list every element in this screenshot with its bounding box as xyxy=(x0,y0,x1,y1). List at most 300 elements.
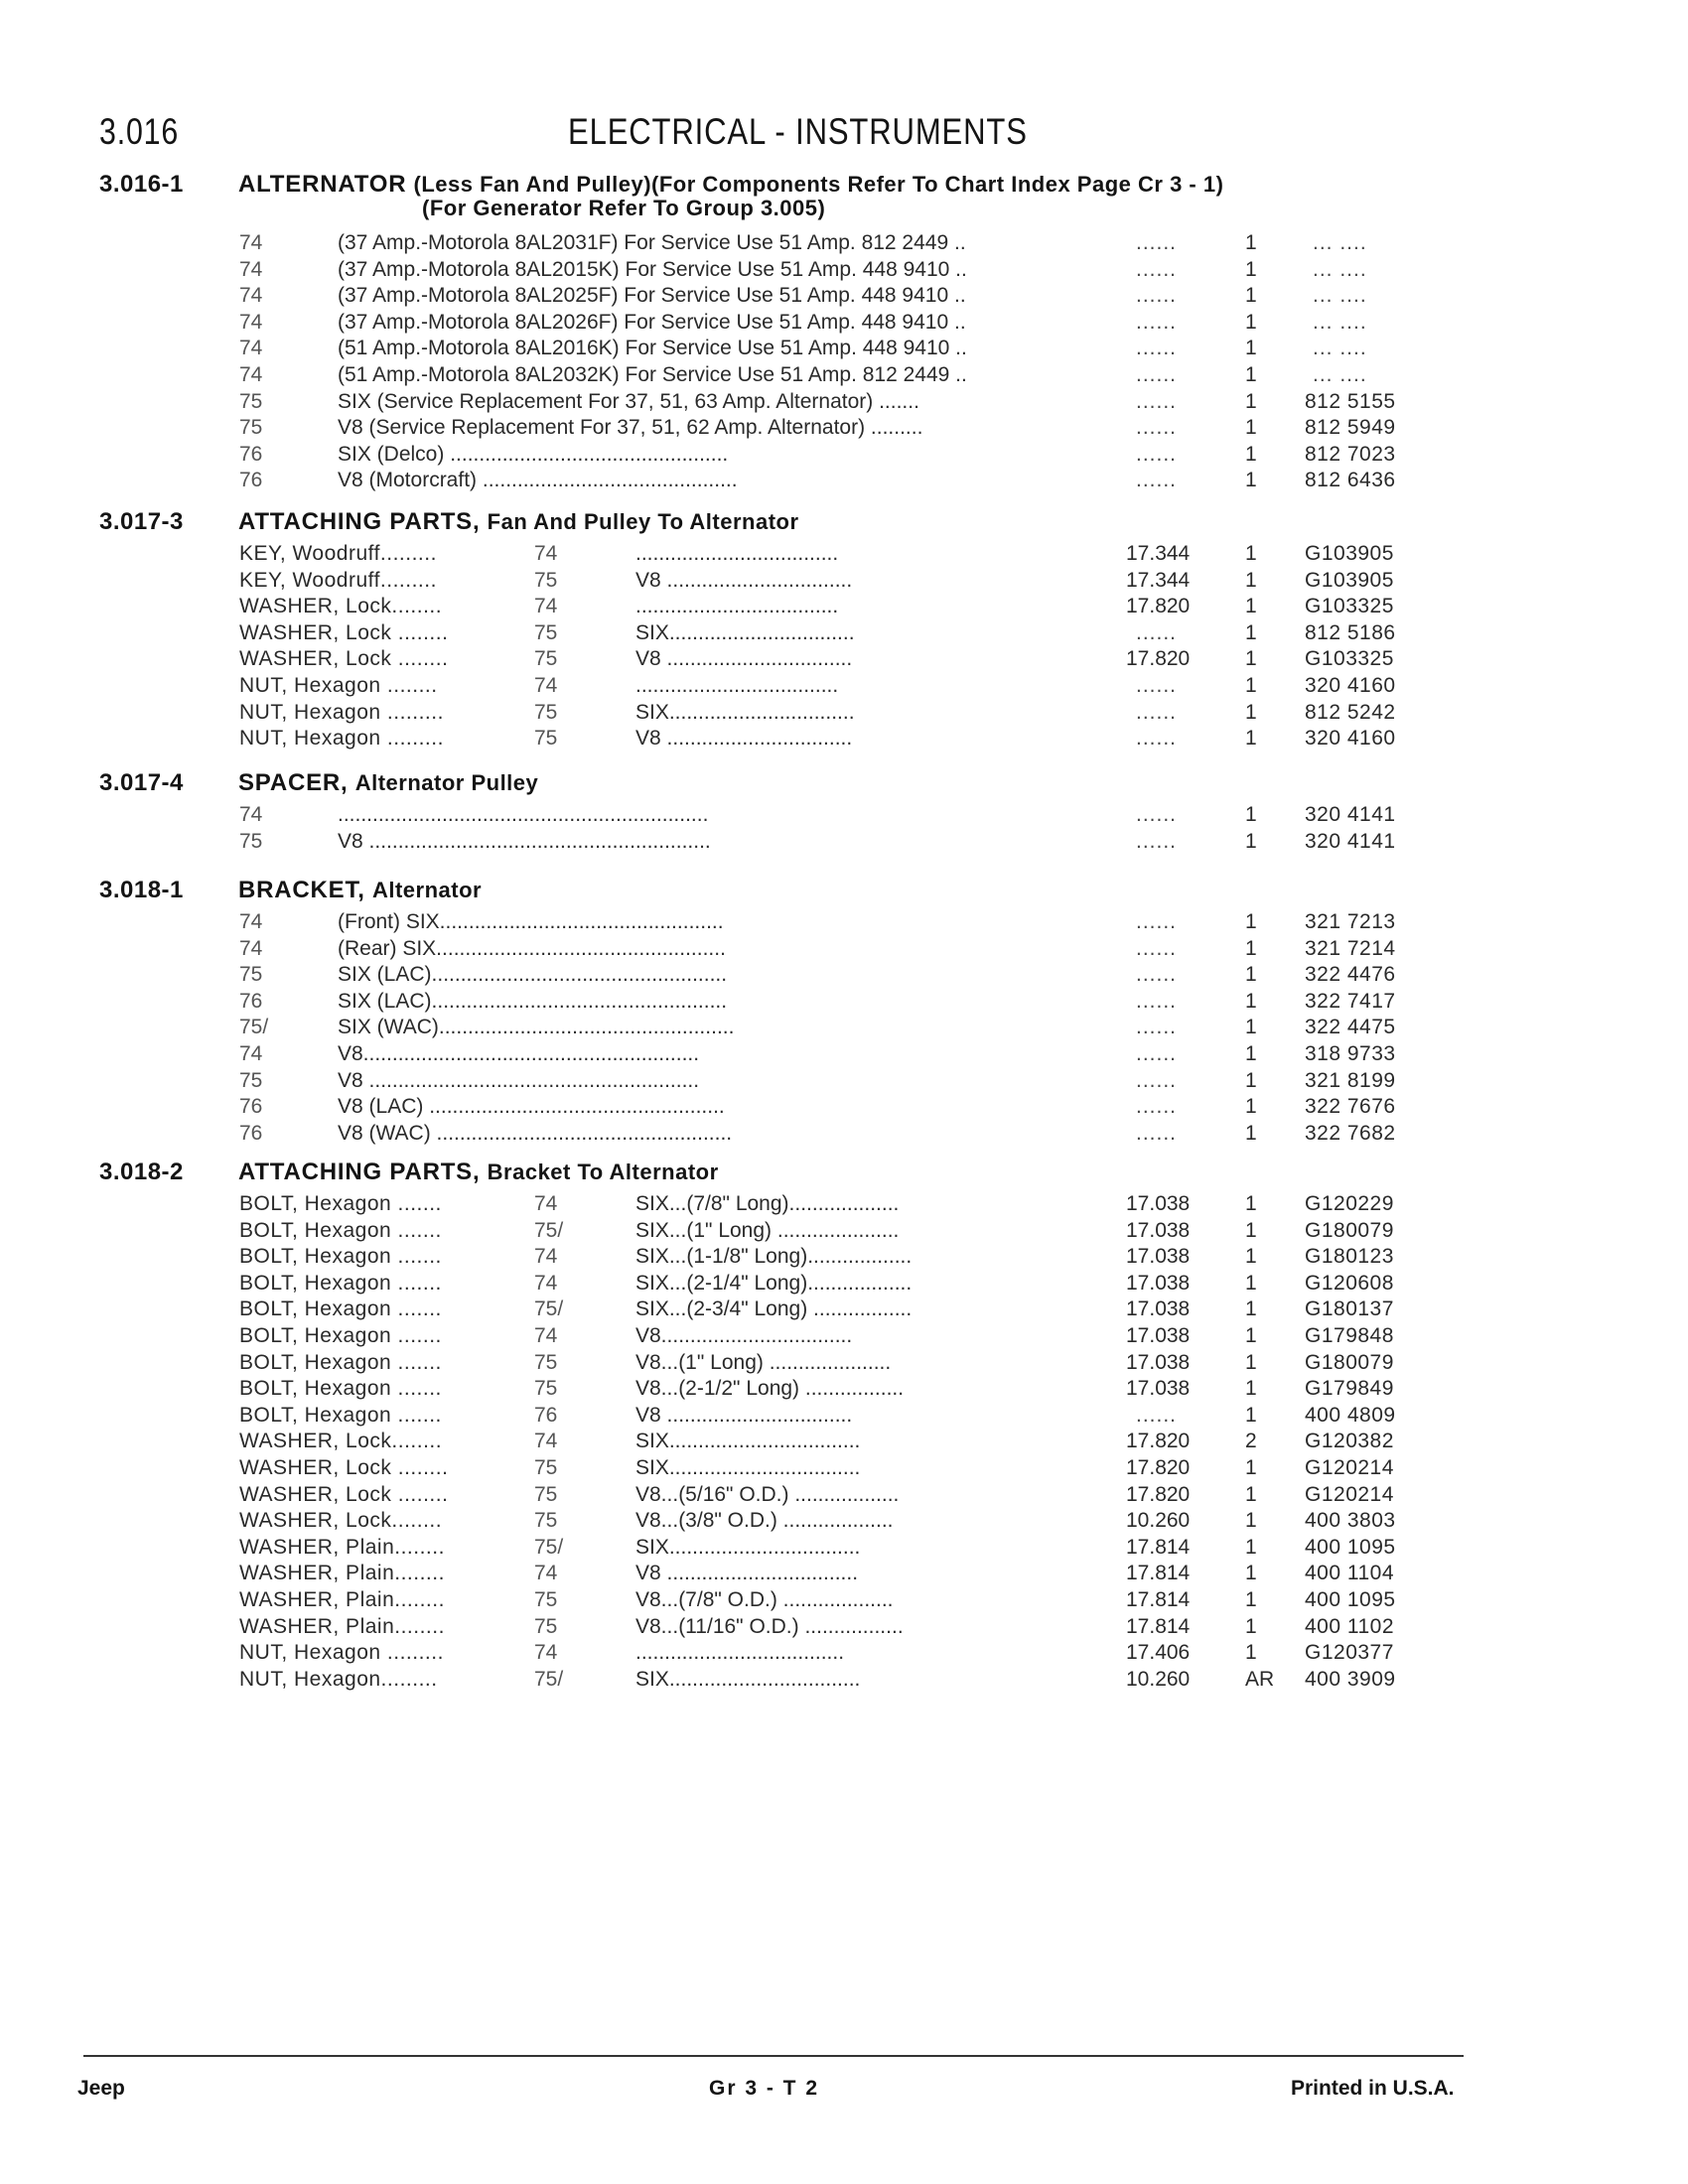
model-year: 75 xyxy=(239,830,263,853)
part-row xyxy=(0,937,1688,964)
part-name: BOLT, Hexagon ....... xyxy=(239,1324,442,1347)
part-description: SIX...(1" Long) ..................... xyxy=(635,1219,900,1242)
part-name: KEY, Woodruff......... xyxy=(239,542,437,565)
part-name: WASHER, Plain........ xyxy=(239,1615,445,1638)
reference-number: ...... xyxy=(1136,1069,1178,1092)
footer-printed: Printed in U.S.A. xyxy=(1291,2077,1455,2100)
section-title-bold: ATTACHING PARTS, xyxy=(238,508,481,535)
part-description: SIX...(1-1/8" Long).................. xyxy=(635,1245,913,1268)
part-description: V8...(2-1/2" Long) ................. xyxy=(635,1377,905,1400)
model-year: 75 xyxy=(534,569,558,592)
section-number: 3.016-1 xyxy=(99,171,184,198)
reference-number: ...... xyxy=(1136,337,1178,359)
model-year: 76 xyxy=(239,1095,263,1118)
section-title xyxy=(238,1159,719,1186)
model-year: 74 xyxy=(239,284,263,307)
part-row xyxy=(0,1430,1688,1456)
part-name: NUT, Hexagon ......... xyxy=(239,1641,444,1664)
part-name: BOLT, Hexagon ....... xyxy=(239,1219,442,1242)
model-year: 76 xyxy=(239,443,263,466)
part-row xyxy=(0,231,1688,258)
model-year: 75 xyxy=(239,390,263,413)
part-number: 322 7676 xyxy=(1305,1095,1396,1118)
part-description: ................................... xyxy=(635,674,839,697)
section-number: 3.018-2 xyxy=(99,1159,184,1185)
model-year: 75/ xyxy=(534,1219,564,1242)
part-row xyxy=(0,1668,1688,1695)
part-number: G120229 xyxy=(1305,1192,1394,1215)
part-number: 320 4160 xyxy=(1305,674,1396,697)
part-number: 812 5155 xyxy=(1305,390,1396,413)
quantity: 1 xyxy=(1245,727,1257,750)
part-row xyxy=(0,363,1688,390)
part-name: WASHER, Lock ........ xyxy=(239,1483,449,1506)
part-description: (51 Amp.-Motorola 8AL2032K) For Service Use 51 Amp. 812 2449 .. xyxy=(338,363,967,386)
part-description: V8 ........................................................... xyxy=(338,830,711,853)
part-row xyxy=(0,621,1688,648)
section-title-rest: (Less Fan And Pulley)(For Components Refer To Chart Index Page Cr 3 - 1) xyxy=(413,172,1224,197)
part-row xyxy=(0,443,1688,470)
part-row xyxy=(0,910,1688,937)
reference-number: 17.038 xyxy=(1126,1324,1191,1347)
reference-number: 17.814 xyxy=(1126,1536,1191,1559)
part-name: BOLT, Hexagon ....... xyxy=(239,1192,442,1215)
model-year: 75 xyxy=(534,647,558,670)
model-year: 74 xyxy=(534,1641,558,1664)
quantity: 1 xyxy=(1245,1509,1257,1532)
part-number: 400 3909 xyxy=(1305,1668,1396,1691)
part-row xyxy=(0,1404,1688,1431)
part-description: SIX (Service Replacement For 37, 51, 63 Amp. Alternator) ....... xyxy=(338,390,919,413)
part-number: G180137 xyxy=(1305,1297,1394,1320)
model-year: 75 xyxy=(534,621,558,644)
part-row xyxy=(0,569,1688,596)
part-name: BOLT, Hexagon ....... xyxy=(239,1272,442,1295)
model-year: 75/ xyxy=(534,1668,564,1691)
part-row xyxy=(0,1122,1688,1149)
model-year: 74 xyxy=(534,1562,558,1584)
part-row xyxy=(0,803,1688,830)
part-description: ................................... xyxy=(635,595,839,617)
reference-number: ...... xyxy=(1136,469,1178,491)
quantity: 1 xyxy=(1245,1219,1257,1242)
part-description: V8...(11/16" O.D.) ................. xyxy=(635,1615,904,1638)
part-row xyxy=(0,1351,1688,1378)
model-year: 76 xyxy=(239,1122,263,1145)
part-number: ... .... xyxy=(1313,284,1367,307)
model-year: 74 xyxy=(534,1430,558,1452)
part-row xyxy=(0,595,1688,621)
part-description: V8................................. xyxy=(635,1324,853,1347)
reference-number: 17.814 xyxy=(1126,1562,1191,1584)
quantity: 1 xyxy=(1245,1192,1257,1215)
quantity: 1 xyxy=(1245,1377,1257,1400)
model-year: 74 xyxy=(239,363,263,386)
reference-number: ...... xyxy=(1136,416,1178,439)
part-row xyxy=(0,390,1688,417)
part-description: SIX................................. xyxy=(635,1668,861,1691)
model-year: 74 xyxy=(534,1192,558,1215)
part-row xyxy=(0,1536,1688,1563)
section-number: 3.017-4 xyxy=(99,769,184,796)
quantity: 1 xyxy=(1245,1536,1257,1559)
part-description: SIX................................. xyxy=(635,1456,861,1479)
reference-number: 17.820 xyxy=(1126,1430,1191,1452)
part-number: 321 8199 xyxy=(1305,1069,1396,1092)
reference-number: 17.038 xyxy=(1126,1219,1191,1242)
model-year: 75 xyxy=(534,1588,558,1611)
page-number: 3.016 xyxy=(99,111,180,152)
quantity: 1 xyxy=(1245,443,1257,466)
model-year: 76 xyxy=(534,1404,558,1427)
reference-number: ...... xyxy=(1136,803,1178,826)
reference-number: 17.814 xyxy=(1126,1615,1191,1638)
part-row xyxy=(0,1069,1688,1096)
reference-number: ...... xyxy=(1136,1404,1178,1427)
model-year: 74 xyxy=(239,803,263,826)
reference-number: ...... xyxy=(1136,1095,1178,1118)
part-description: V8 (Service Replacement For 37, 51, 62 Amp. Alternator) ......... xyxy=(338,416,923,439)
model-year: 74 xyxy=(239,258,263,281)
part-row xyxy=(0,1456,1688,1483)
section-title-bold: SPACER, xyxy=(238,769,349,796)
model-year: 75/ xyxy=(239,1016,269,1038)
part-number: 322 7682 xyxy=(1305,1122,1396,1145)
part-description: (51 Amp.-Motorola 8AL2016K) For Service Use 51 Amp. 448 9410 .. xyxy=(338,337,967,359)
part-description: SIX (Delco) ................................................ xyxy=(338,443,729,466)
quantity: 1 xyxy=(1245,1404,1257,1427)
part-number: 322 4476 xyxy=(1305,963,1396,986)
reference-number: ...... xyxy=(1136,284,1178,307)
part-description: SIX................................. xyxy=(635,1430,861,1452)
reference-number: ...... xyxy=(1136,727,1178,750)
part-row xyxy=(0,1095,1688,1122)
quantity: 1 xyxy=(1245,621,1257,644)
part-number: G103905 xyxy=(1305,542,1394,565)
model-year: 75 xyxy=(239,1069,263,1092)
model-year: 74 xyxy=(239,910,263,933)
part-number: G179849 xyxy=(1305,1377,1394,1400)
footer-brand: Jeep xyxy=(77,2077,125,2100)
reference-number: ...... xyxy=(1136,231,1178,254)
part-name: NUT, Hexagon ......... xyxy=(239,701,444,724)
part-description: V8 ................................ xyxy=(635,727,853,750)
part-name: WASHER, Lock ........ xyxy=(239,1456,449,1479)
part-number: 812 6436 xyxy=(1305,469,1396,491)
reference-number: 17.820 xyxy=(1126,595,1191,617)
part-row xyxy=(0,1324,1688,1351)
part-description: V8 ................................ xyxy=(635,1404,853,1427)
part-number: 400 1095 xyxy=(1305,1588,1396,1611)
part-number: ... .... xyxy=(1313,258,1367,281)
reference-number: 17.814 xyxy=(1126,1588,1191,1611)
part-number: ... .... xyxy=(1313,311,1367,334)
section-title-rest: Bracket To Alternator xyxy=(487,1160,719,1184)
quantity: 1 xyxy=(1245,1562,1257,1584)
part-row xyxy=(0,727,1688,753)
part-number: 812 7023 xyxy=(1305,443,1396,466)
reference-number: 17.038 xyxy=(1126,1377,1191,1400)
part-description: (Rear) SIX.................................................. xyxy=(338,937,726,960)
part-row xyxy=(0,469,1688,495)
part-number: 400 4809 xyxy=(1305,1404,1396,1427)
part-row xyxy=(0,701,1688,728)
model-year: 74 xyxy=(534,1324,558,1347)
part-name: BOLT, Hexagon ....... xyxy=(239,1297,442,1320)
part-description: SIX................................ xyxy=(635,621,855,644)
reference-number: 17.038 xyxy=(1126,1351,1191,1374)
part-row xyxy=(0,1483,1688,1510)
part-number: 322 4475 xyxy=(1305,1016,1396,1038)
part-number: G103325 xyxy=(1305,647,1394,670)
part-number: 320 4141 xyxy=(1305,803,1396,826)
part-name: WASHER, Lock........ xyxy=(239,1430,443,1452)
part-number: G120377 xyxy=(1305,1641,1394,1664)
part-row xyxy=(0,542,1688,569)
part-description: SIX (LAC)................................................... xyxy=(338,990,728,1013)
part-row xyxy=(0,416,1688,443)
quantity: 1 xyxy=(1245,337,1257,359)
reference-number: 17.406 xyxy=(1126,1641,1191,1664)
part-description: (37 Amp.-Motorola 8AL2015K) For Service Use 51 Amp. 448 9410 .. xyxy=(338,258,967,281)
page-title: ELECTRICAL - INSTRUMENTS xyxy=(568,111,1028,152)
part-row xyxy=(0,1016,1688,1042)
reference-number: ...... xyxy=(1136,830,1178,853)
part-name: WASHER, Lock........ xyxy=(239,595,443,617)
part-description: V8 (WAC) ................................................... xyxy=(338,1122,733,1145)
part-description: V8...(1" Long) ..................... xyxy=(635,1351,892,1374)
part-number: 321 7214 xyxy=(1305,937,1396,960)
part-row xyxy=(0,1042,1688,1069)
part-number: 812 5242 xyxy=(1305,701,1396,724)
part-number: G180123 xyxy=(1305,1245,1394,1268)
section-number: 3.018-1 xyxy=(99,877,184,903)
quantity: 1 xyxy=(1245,390,1257,413)
part-row xyxy=(0,830,1688,857)
model-year: 75 xyxy=(534,1483,558,1506)
model-year: 74 xyxy=(534,542,558,565)
part-description: (37 Amp.-Motorola 8AL2025F) For Service Use 51 Amp. 448 9410 .. xyxy=(338,284,966,307)
quantity: 1 xyxy=(1245,1042,1257,1065)
section-subtitle: (For Generator Refer To Group 3.005) xyxy=(422,196,826,220)
part-row xyxy=(0,1641,1688,1668)
footer-page-ref: Gr 3 - T 2 xyxy=(709,2077,820,2100)
quantity: 1 xyxy=(1245,1351,1257,1374)
reference-number: ...... xyxy=(1136,674,1178,697)
part-number: G120214 xyxy=(1305,1456,1394,1479)
part-description: V8...(5/16" O.D.) .................. xyxy=(635,1483,900,1506)
model-year: 75 xyxy=(534,1615,558,1638)
reference-number: 17.038 xyxy=(1126,1245,1191,1268)
model-year: 75/ xyxy=(534,1536,564,1559)
part-number: 812 5186 xyxy=(1305,621,1396,644)
part-row xyxy=(0,1588,1688,1615)
part-description: V8...(7/8" O.D.) ................... xyxy=(635,1588,894,1611)
part-description: SIX (WAC)................................................... xyxy=(338,1016,735,1038)
model-year: 76 xyxy=(239,469,263,491)
part-name: WASHER, Lock ........ xyxy=(239,621,449,644)
reference-number: ...... xyxy=(1136,963,1178,986)
section-number: 3.017-3 xyxy=(99,508,184,535)
part-number: 400 1104 xyxy=(1305,1562,1395,1584)
part-name: WASHER, Plain........ xyxy=(239,1536,445,1559)
model-year: 75 xyxy=(534,1456,558,1479)
part-description: V8 ................................ xyxy=(635,647,853,670)
part-number: G103905 xyxy=(1305,569,1394,592)
part-row xyxy=(0,647,1688,674)
reference-number: ...... xyxy=(1136,990,1178,1013)
part-number: 320 4160 xyxy=(1305,727,1396,750)
part-row xyxy=(0,311,1688,338)
part-description: SIX...(7/8" Long)................... xyxy=(635,1192,900,1215)
part-number: 320 4141 xyxy=(1305,830,1396,853)
part-name: WASHER, Lock ........ xyxy=(239,647,449,670)
model-year: 76 xyxy=(239,990,263,1013)
section-title-bold: BRACKET, xyxy=(238,877,365,903)
quantity: 1 xyxy=(1245,1615,1257,1638)
part-number: G103325 xyxy=(1305,595,1394,617)
quantity: 1 xyxy=(1245,311,1257,334)
part-description: SIX...(2-3/4" Long) ................. xyxy=(635,1297,913,1320)
quantity: 1 xyxy=(1245,1272,1257,1295)
model-year: 74 xyxy=(534,1272,558,1295)
model-year: 75 xyxy=(239,963,263,986)
quantity: 1 xyxy=(1245,363,1257,386)
part-row xyxy=(0,990,1688,1017)
reference-number: 17.344 xyxy=(1126,569,1191,592)
reference-number: 17.820 xyxy=(1126,1456,1191,1479)
quantity: 1 xyxy=(1245,569,1257,592)
quantity: 1 xyxy=(1245,963,1257,986)
section-title-bold: ALTERNATOR xyxy=(238,171,407,198)
part-name: WASHER, Plain........ xyxy=(239,1588,445,1611)
part-name: BOLT, Hexagon ....... xyxy=(239,1404,442,1427)
part-name: WASHER, Plain........ xyxy=(239,1562,445,1584)
quantity: 2 xyxy=(1245,1430,1257,1452)
part-description: SIX................................ xyxy=(635,701,855,724)
part-row xyxy=(0,258,1688,285)
part-description: V8 ......................................................... xyxy=(338,1069,700,1092)
reference-number: ...... xyxy=(1136,443,1178,466)
reference-number: 17.038 xyxy=(1126,1297,1191,1320)
model-year: 75 xyxy=(534,727,558,750)
part-number: 400 1102 xyxy=(1305,1615,1395,1638)
part-name: WASHER, Lock........ xyxy=(239,1509,443,1532)
quantity: 1 xyxy=(1245,1483,1257,1506)
reference-number: ...... xyxy=(1136,1042,1178,1065)
model-year: 74 xyxy=(534,1245,558,1268)
quantity: 1 xyxy=(1245,910,1257,933)
section-title-rest: Alternator Pulley xyxy=(354,770,539,795)
model-year: 74 xyxy=(534,595,558,617)
reference-number: 17.344 xyxy=(1126,542,1191,565)
model-year: 75 xyxy=(534,701,558,724)
section-title-rest: Fan And Pulley To Alternator xyxy=(487,509,799,534)
reference-number: ...... xyxy=(1136,258,1178,281)
part-description: ................................................................ xyxy=(338,803,709,826)
part-description: V8 (Motorcraft) ............................................ xyxy=(338,469,738,491)
quantity: 1 xyxy=(1245,469,1257,491)
part-description: (37 Amp.-Motorola 8AL2026F) For Service Use 51 Amp. 448 9410 .. xyxy=(338,311,966,334)
reference-number: ...... xyxy=(1136,910,1178,933)
section-title xyxy=(238,508,799,536)
part-row xyxy=(0,1245,1688,1272)
part-row xyxy=(0,674,1688,701)
quantity: 1 xyxy=(1245,1324,1257,1347)
part-description: (Front) SIX................................................. xyxy=(338,910,724,933)
part-number: 812 5949 xyxy=(1305,416,1396,439)
quantity: 1 xyxy=(1245,1245,1257,1268)
reference-number: 17.820 xyxy=(1126,647,1191,670)
part-number: G180079 xyxy=(1305,1219,1394,1242)
quantity: 1 xyxy=(1245,416,1257,439)
part-row xyxy=(0,1192,1688,1219)
reference-number: 17.038 xyxy=(1126,1272,1191,1295)
part-row xyxy=(0,1377,1688,1404)
quantity: 1 xyxy=(1245,284,1257,307)
quantity: 1 xyxy=(1245,1456,1257,1479)
reference-number: ...... xyxy=(1136,311,1178,334)
part-description: V8 ................................. xyxy=(635,1562,859,1584)
model-year: 75 xyxy=(534,1509,558,1532)
section-title xyxy=(238,769,538,797)
section-title-bold: ATTACHING PARTS, xyxy=(238,1159,481,1185)
part-row xyxy=(0,337,1688,363)
model-year: 75 xyxy=(534,1351,558,1374)
part-name: BOLT, Hexagon ....... xyxy=(239,1377,442,1400)
part-name: BOLT, Hexagon ....... xyxy=(239,1245,442,1268)
part-number: 321 7213 xyxy=(1305,910,1396,933)
part-row xyxy=(0,1509,1688,1536)
model-year: 74 xyxy=(239,311,263,334)
part-description: ................................... xyxy=(635,542,839,565)
section-title xyxy=(238,171,1223,199)
part-number: G120382 xyxy=(1305,1430,1394,1452)
part-name: NUT, Hexagon ........ xyxy=(239,674,438,697)
model-year: 75 xyxy=(534,1377,558,1400)
reference-number: 17.038 xyxy=(1126,1192,1191,1215)
part-number: G180079 xyxy=(1305,1351,1394,1374)
part-name: NUT, Hexagon ......... xyxy=(239,727,444,750)
reference-number: ...... xyxy=(1136,390,1178,413)
reference-number: 17.820 xyxy=(1126,1483,1191,1506)
model-year: 75/ xyxy=(534,1297,564,1320)
part-number: 318 9733 xyxy=(1305,1042,1396,1065)
part-name: NUT, Hexagon......... xyxy=(239,1668,438,1691)
quantity: 1 xyxy=(1245,1069,1257,1092)
part-row xyxy=(0,963,1688,990)
quantity: 1 xyxy=(1245,1095,1257,1118)
part-row xyxy=(0,1272,1688,1298)
quantity: 1 xyxy=(1245,803,1257,826)
part-description: V8...(3/8" O.D.) ................... xyxy=(635,1509,894,1532)
part-row xyxy=(0,1615,1688,1642)
part-number: G179848 xyxy=(1305,1324,1394,1347)
part-number: 400 3803 xyxy=(1305,1509,1396,1532)
reference-number: ...... xyxy=(1136,937,1178,960)
quantity: 1 xyxy=(1245,647,1257,670)
quantity: 1 xyxy=(1245,990,1257,1013)
quantity: 1 xyxy=(1245,701,1257,724)
quantity: 1 xyxy=(1245,1297,1257,1320)
reference-number: ...... xyxy=(1136,1122,1178,1145)
part-row xyxy=(0,1297,1688,1324)
part-number: G120214 xyxy=(1305,1483,1394,1506)
reference-number: 10.260 xyxy=(1126,1668,1191,1691)
quantity: 1 xyxy=(1245,1122,1257,1145)
model-year: 74 xyxy=(239,937,263,960)
part-description: SIX................................. xyxy=(635,1536,861,1559)
